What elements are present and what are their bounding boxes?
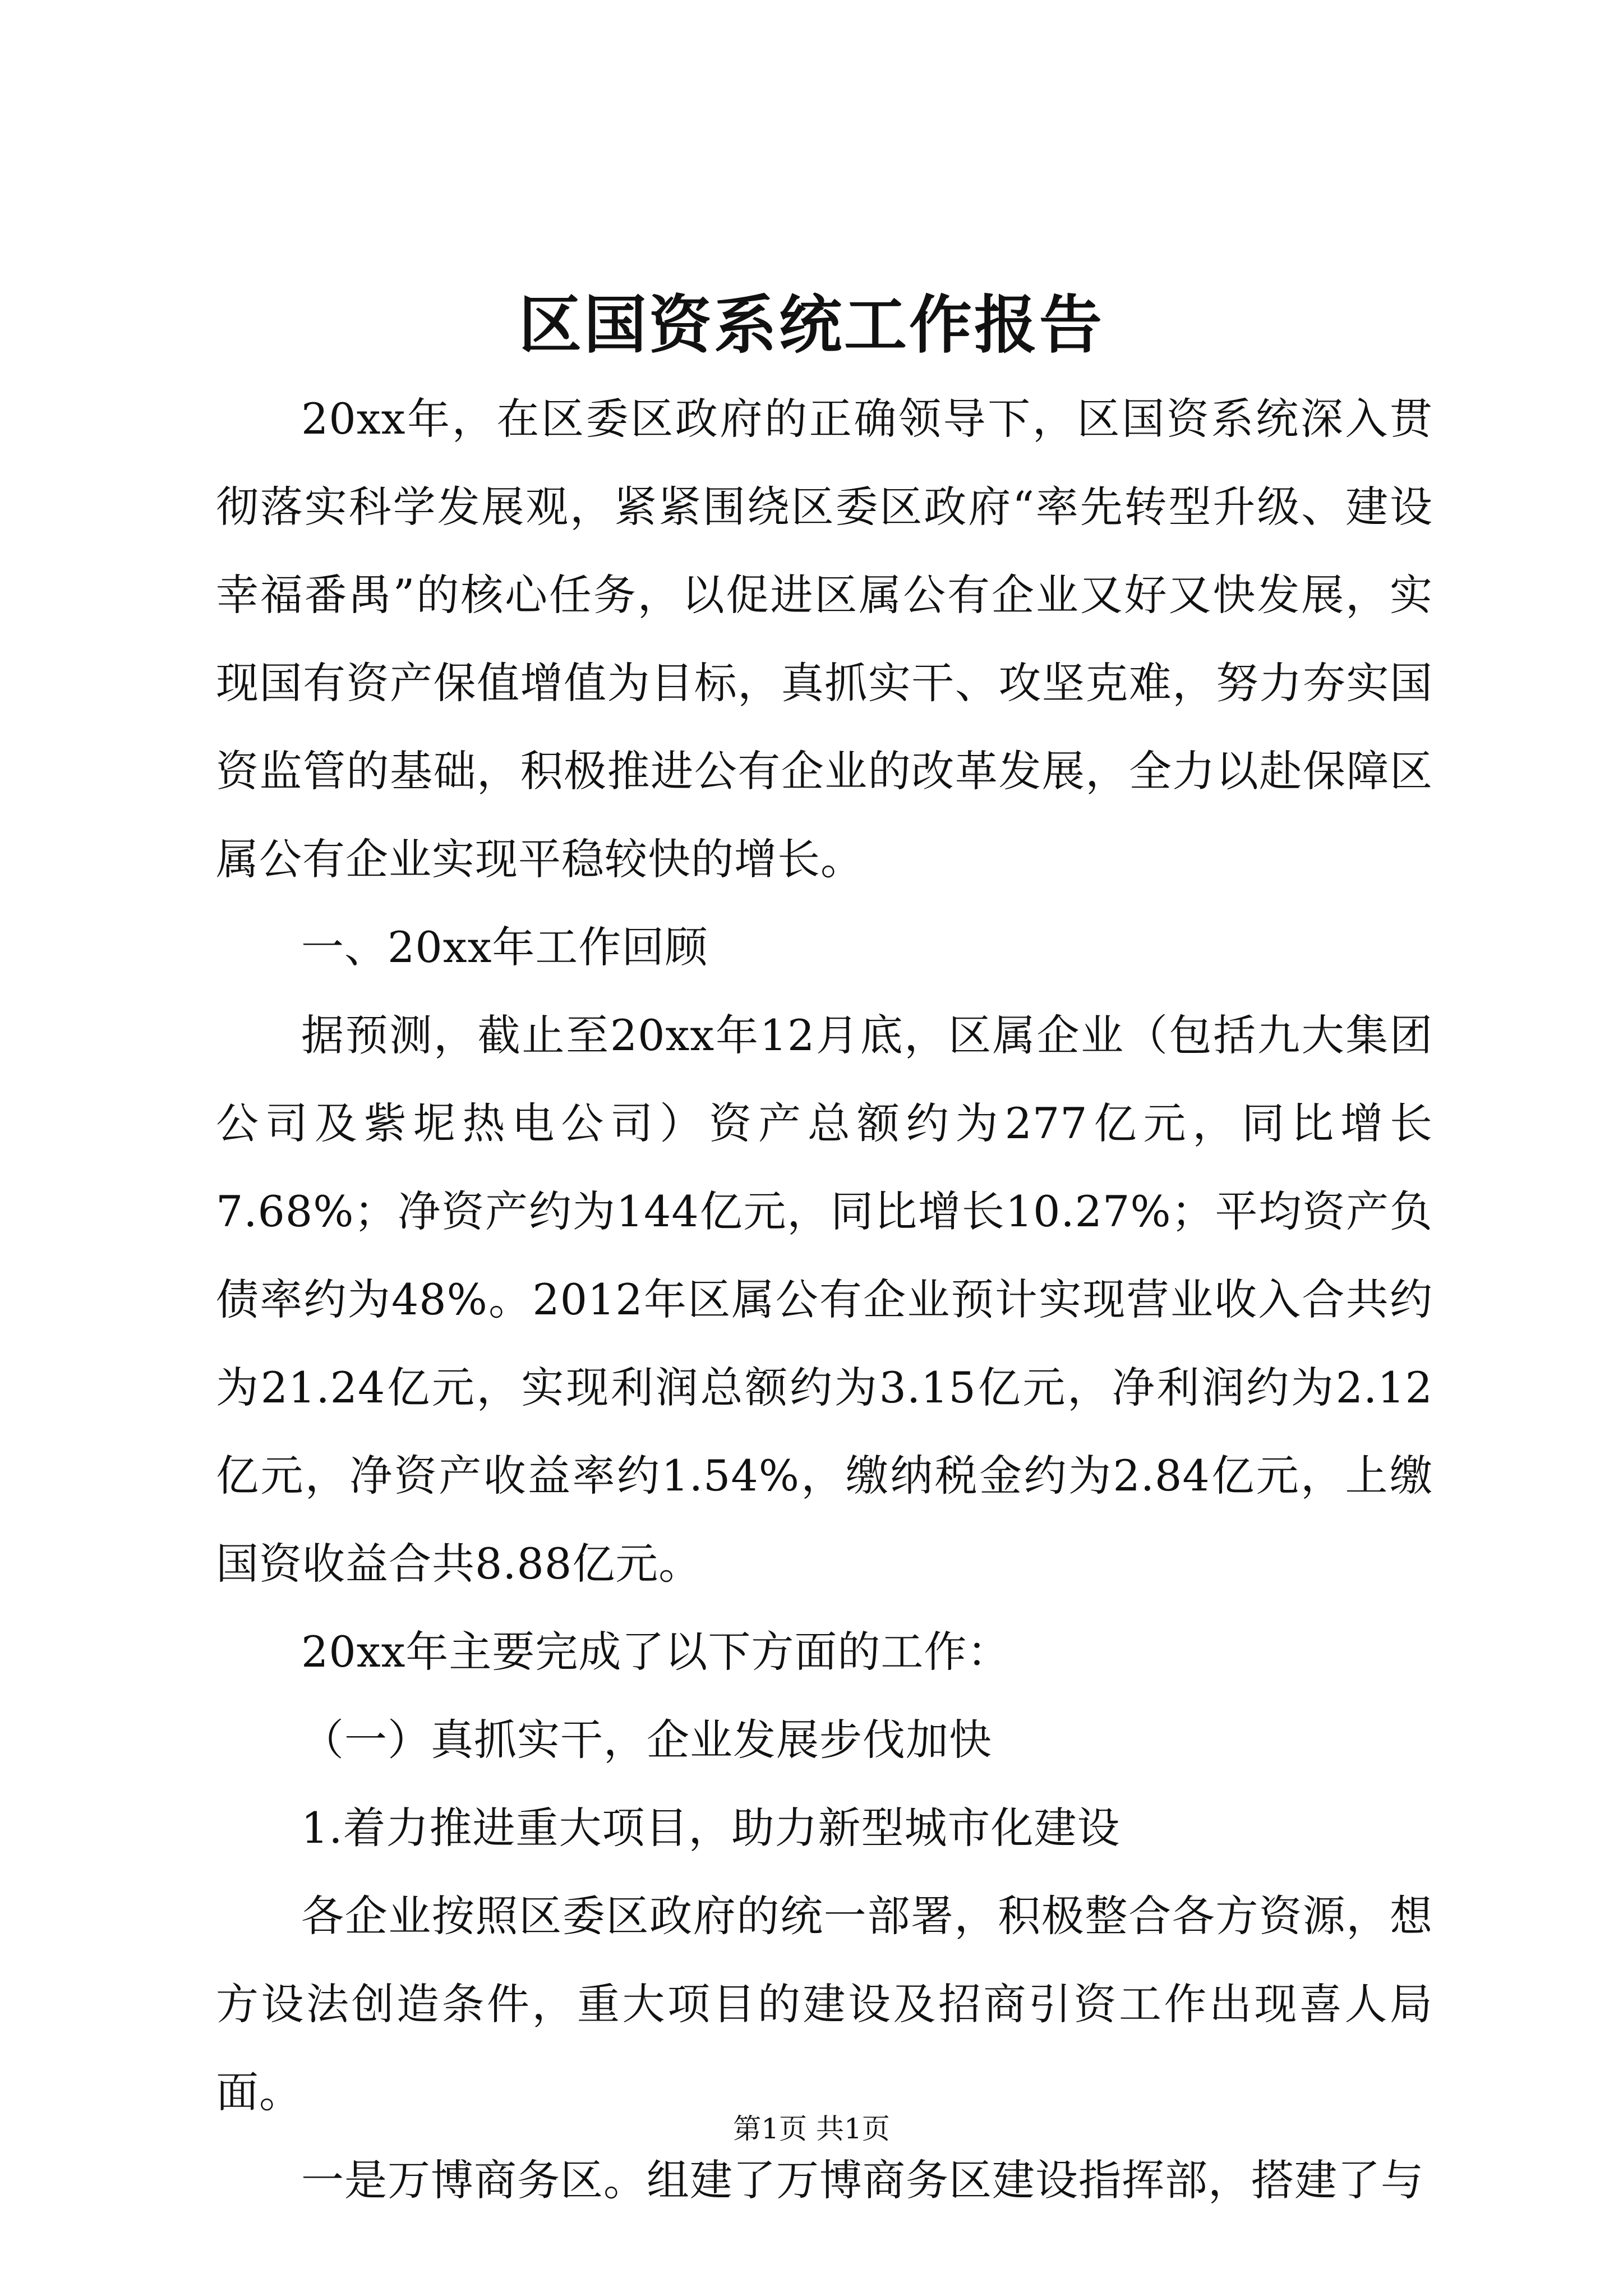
document-body bbox=[216, 375, 1433, 2224]
item-heading-1: 1.着力推进重大项目，助力新型城市化建设 bbox=[301, 1803, 1121, 1853]
page-footer bbox=[0, 2109, 1623, 2148]
paragraph-work-intro: 20xx年主要完成了以下方面的工作： bbox=[301, 1627, 1011, 1677]
section-heading-review: 一、20xx年工作回顾 bbox=[301, 922, 708, 972]
paragraph-wanbo: 一是万博商务区。组建了万博商务区建设指挥部，搭建了与 bbox=[301, 2155, 1424, 2205]
paragraph-projects: 各企业按照区委区政府的统一部署，积极整合各方资源，想方设法创造条件，重大项目的建设及招商引资工作出现喜人局面。 bbox=[216, 1891, 1433, 2117]
document-title: 区国资系统工作报告 bbox=[519, 288, 1104, 362]
subsection-heading-1: （一）真抓实干，企业发展步伐加快 bbox=[301, 1715, 992, 1765]
paragraph-financials: 据预测，截止至20xx年12月底，区属企业（包括九大集团公司及紫坭热电公司）资产总额约为277亿元，同比增长7.68%；净资产约为144亿元，同比增长10.27%；平均资产负债率约为48%。2012年区属公有企业预计实现营业收入合共约为21.24亿元，实现利润总额约为3.15亿元，净利润约为2.12亿元，净资产收益率约1.54%，缴纳税金约为2.84亿元，上缴国资收益合共8.88亿元。 bbox=[216, 1010, 1433, 1589]
page-number-label: 第1页 共1页 bbox=[733, 2113, 890, 2145]
paragraph-intro: 20xx年，在区委区政府的正确领导下，区国资系统深入贯彻落实科学发展观，紧紧围绕区委区政府“率先转型升级、建设幸福番禺”的核心任务，以促进区属公有企业又好又快发展，实现国有资产保值增值为目标，真抓实干、攻坚克难，努力夯实国资监管的基础，积极推进公有企业的改革发展，全力以赴保障区属公有企业实现平稳较快的增长。 bbox=[216, 394, 1433, 884]
